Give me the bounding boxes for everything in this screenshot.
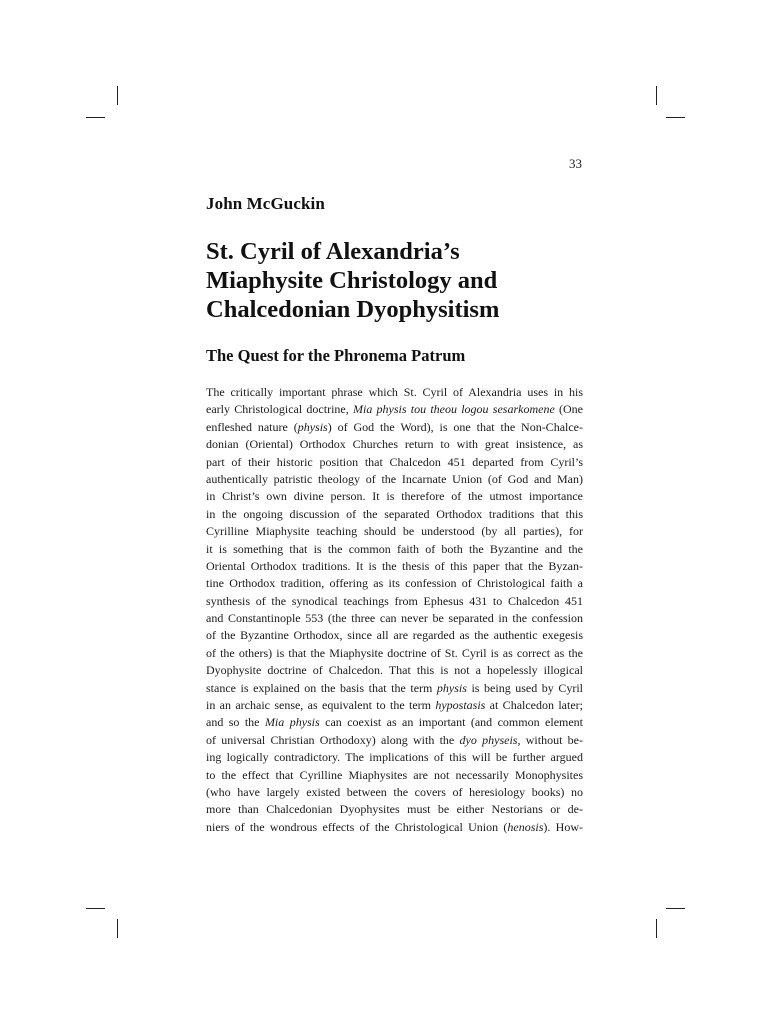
page-number: 33 (569, 156, 582, 171)
text-run: Oriental Orthodox traditions. It is the thesis of this paper that the Byzan- (206, 558, 583, 573)
text-run: enfleshed nature ( (206, 419, 298, 434)
text-run: it is something that is the common faith of both the Byzantine and the (206, 541, 583, 556)
title-line: St. Cyril of Alexandria’s (206, 238, 460, 265)
text-run: , without be- (517, 732, 583, 747)
italic-term: Mia physis tou theou logou sesarkomene (352, 402, 555, 417)
crop-mark (666, 117, 685, 118)
body-line (206, 506, 583, 523)
body-line (206, 454, 583, 471)
body-line (206, 384, 583, 401)
text-run: (One (554, 402, 583, 417)
body-line (206, 819, 583, 836)
italic-term: henosis (507, 819, 544, 834)
body-line (206, 593, 583, 610)
text-run: and Constantinople 553 (the three can never be separated in the confession (206, 611, 583, 626)
text-run: authentically patristic theology of the Incarnate Union (of God and Man) (206, 471, 583, 486)
crop-mark (117, 919, 118, 938)
body-line (206, 471, 583, 488)
italic-term: physis (297, 419, 328, 434)
text-run: in an archaic sense, as equivalent to the term (206, 698, 436, 713)
body-line (206, 523, 583, 540)
text-run: and so the (206, 715, 265, 730)
text-run: in Christ’s own divine person. It is therefore of the utmost importance (206, 489, 583, 504)
text-run: part of their historic position that Chalcedon 451 departed from Cyril’s (206, 454, 583, 469)
text-run: is being used by Cyril (466, 680, 584, 695)
body-line (206, 749, 583, 766)
body-line (206, 488, 583, 505)
text-run: can coexist as an important (and common element (319, 715, 584, 730)
text-run: more than Chalcedonian Dyophysites must be either Nestorians or de- (206, 802, 583, 817)
italic-term: Mia physis (264, 715, 320, 730)
body-line (206, 784, 583, 801)
body-line (206, 610, 583, 627)
italic-term: hypostasis (435, 698, 486, 713)
text-run: ) of God the Word), is one that the Non-Chalce- (327, 419, 583, 434)
text-run: of the Byzantine Orthodox, since all are regarded as the authentic exegesis (206, 628, 583, 643)
text-run: Dyophysite doctrine of Chalcedon. That this is not a hopelessly illogical (206, 663, 583, 678)
body-line (206, 401, 583, 418)
text-run: tine Orthodox tradition, offering as its confession of Christological faith a (206, 576, 583, 591)
body-line (206, 558, 583, 575)
text-run: niers of the wondrous effects of the Christological Union ( (206, 819, 508, 834)
body-line (206, 419, 583, 436)
text-run: ). How- (543, 819, 583, 834)
text-run: (who have largely existed between the covers of heresiology books) no (206, 784, 583, 799)
crop-mark (666, 908, 685, 909)
text-run: stance is explained on the basis that the term (206, 680, 437, 695)
body-line (206, 575, 583, 592)
text-run: early Christological doctrine, (206, 402, 353, 417)
title-line: Miaphysite Christology and (206, 267, 498, 294)
text-run: synthesis of the synodical teachings from Ephesus 431 to Chalcedon 451 (206, 593, 583, 608)
crop-mark (117, 86, 118, 105)
body-paragraph (206, 384, 583, 836)
body-line (206, 541, 583, 558)
text-run: donian (Oriental) Orthodox Churches return to with great insistence, as (206, 437, 583, 452)
body-line (206, 680, 583, 697)
crop-mark (656, 86, 657, 105)
body-line (206, 645, 583, 662)
crop-mark (86, 908, 105, 909)
body-line (206, 697, 583, 714)
body-line (206, 627, 583, 644)
body-line (206, 662, 583, 679)
text-run: at Chalcedon later; (485, 698, 583, 713)
author-name: John McGuckin (206, 194, 325, 213)
body-line (206, 714, 583, 731)
body-line (206, 732, 583, 749)
text-run: to the effect that Cyrilline Miaphysites are not necessarily Monophysites (206, 767, 583, 782)
text-run: of universal Christian Orthodoxy) along with the (206, 732, 460, 747)
text-run: The critically important phrase which St. Cyril of Alexandria uses in his (206, 385, 583, 399)
italic-term: physis (436, 680, 467, 695)
text-run: Cyrilline Miaphysite teaching should be understood (by all parties), for (206, 524, 583, 539)
text-run: of the others) is that the Miaphysite doctrine of St. Cyril is as correct as the (206, 645, 583, 660)
body-line (206, 767, 583, 784)
body-line (206, 436, 583, 453)
article-title (206, 237, 586, 324)
text-run: in the ongoing discussion of the separated Orthodox traditions that this (206, 506, 583, 521)
crop-mark (86, 117, 105, 118)
section-heading: The Quest for the Phronema Patrum (206, 346, 466, 365)
text-run: ing logically contradictory. The implications of this will be further argued (206, 750, 583, 765)
italic-term: dyo physeis (459, 732, 518, 747)
body-line (206, 801, 583, 818)
title-line: Chalcedonian Dyophysitism (206, 296, 500, 323)
crop-mark (656, 919, 657, 938)
